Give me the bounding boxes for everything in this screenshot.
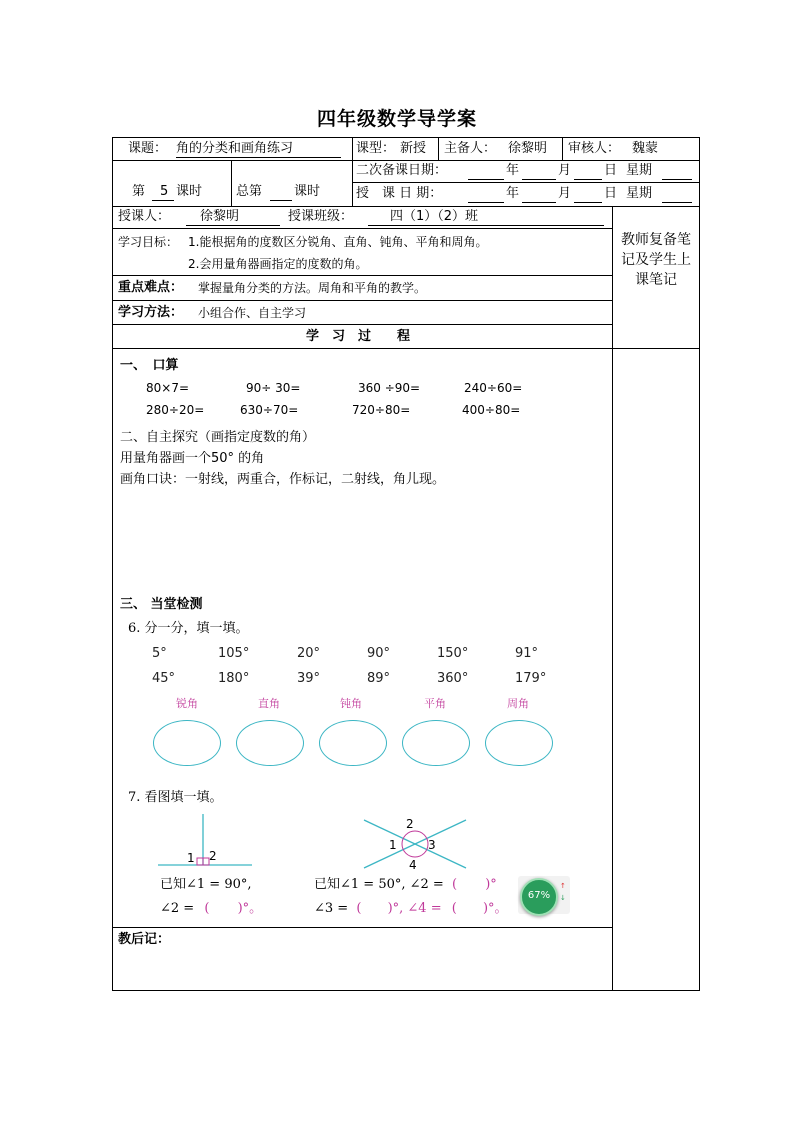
answer-paren-close: )°。 xyxy=(482,901,508,916)
topic-label: 课题： xyxy=(128,141,168,156)
answer-paren: ( xyxy=(204,901,210,916)
calc-item: 240÷60= xyxy=(464,381,523,395)
answer-paren: ( xyxy=(451,901,457,916)
type-value: 新授 xyxy=(400,141,427,156)
angle-value: 90° xyxy=(367,646,391,661)
angle-value: 180° xyxy=(218,671,250,686)
page-title: 四年级数学导学案 xyxy=(316,108,477,130)
fig1-answer-prefix: ∠2 = xyxy=(160,901,195,916)
day-1: 日 xyxy=(604,163,618,178)
category-full: 周角 xyxy=(507,697,529,710)
method-text: 小组合作、自主学习 xyxy=(198,306,307,320)
progress-circle[interactable] xyxy=(520,878,558,916)
angle-value: 105° xyxy=(218,646,250,661)
process-header: 学 习 过 程 xyxy=(306,329,411,344)
answer-oval-right[interactable] xyxy=(236,720,304,766)
answer-paren-mid: )°, ∠4 = xyxy=(387,901,442,916)
answer-paren: ( xyxy=(356,901,362,916)
fig2-answer-prefix: ∠3 = xyxy=(314,901,349,916)
angle-value: 20° xyxy=(297,646,321,661)
answer-oval-straight[interactable] xyxy=(402,720,470,766)
fig2-answer xyxy=(314,901,508,917)
class-value: 四（1）（2）班 xyxy=(390,209,479,224)
day-2: 日 xyxy=(604,186,618,201)
keypoints-label: 重点难点： xyxy=(118,280,184,295)
calc-item: 80×7= xyxy=(146,381,190,395)
arrow-up-icon[interactable]: ↑ xyxy=(560,882,566,890)
calc-item: 90÷ 30= xyxy=(246,381,301,395)
keypoints-text: 掌握量角分类的方法。周角和平角的教学。 xyxy=(198,281,427,295)
total-suffix: 课时 xyxy=(294,184,321,199)
teach-date-label: 授 课 日 期： xyxy=(356,186,443,201)
section3-title: 三、 当堂检测 xyxy=(120,597,203,612)
teacher-label: 授课人： xyxy=(118,209,171,224)
category-straight: 平角 xyxy=(424,697,446,710)
category-acute: 锐角 xyxy=(176,697,198,710)
weekday-1: 星期 xyxy=(626,163,653,178)
total-prefix: 总第 xyxy=(236,184,263,199)
reviewer-label: 审核人： xyxy=(568,141,621,156)
period-suffix: 课时 xyxy=(176,184,203,199)
fig2-label-3: 3 xyxy=(428,838,436,852)
method-label: 学习方法： xyxy=(118,305,184,320)
angle-value: 360° xyxy=(437,671,469,686)
section2-line1: 用量角器画一个50° 的角 xyxy=(120,451,265,466)
month-1: 月 xyxy=(558,163,572,178)
topic-value: 角的分类和画角练习 xyxy=(176,141,294,156)
answer-oval-acute[interactable] xyxy=(153,720,221,766)
angle-value: 39° xyxy=(297,671,321,686)
fig2-label-4: 4 xyxy=(409,858,417,872)
goals-label: 学习目标： xyxy=(118,235,179,249)
reviewer-value: 魏蒙 xyxy=(632,141,659,156)
answer-oval-obtuse[interactable] xyxy=(319,720,387,766)
goal-item-1: 1.能根据角的度数区分锐角、直角、钝角、平角和周角。 xyxy=(188,235,488,249)
period-prefix: 第 xyxy=(132,184,146,199)
calc-item: 280÷20= xyxy=(146,403,205,417)
goal-item-2: 2.会用量角器画指定的度数的角。 xyxy=(188,257,368,271)
side-note: 教师复备笔记及学生上课笔记 xyxy=(621,232,691,288)
fig1-label-1: 1 xyxy=(187,851,195,865)
section2-line2: 画角口诀：一射线，两重合，作标记，二射线，角儿现。 xyxy=(120,472,446,487)
perpendicular-figure xyxy=(155,812,255,868)
fig2-given xyxy=(314,877,497,893)
class-label: 授课班级： xyxy=(288,209,354,224)
second-prep-label: 二次备课日期： xyxy=(356,163,448,178)
fig2-label-2: 2 xyxy=(406,817,414,831)
author-value: 徐黎明 xyxy=(508,141,548,156)
fig2-label-1: 1 xyxy=(389,838,397,852)
type-label: 课型： xyxy=(356,141,396,156)
answer-paren-close: )° xyxy=(485,877,497,892)
weekday-2: 星期 xyxy=(626,186,653,201)
section2-title xyxy=(120,430,315,446)
angle-value: 45° xyxy=(152,671,176,686)
category-right: 直角 xyxy=(258,697,280,710)
section1-title: 一、 口算 xyxy=(120,358,179,373)
angle-value: 150° xyxy=(437,646,469,661)
arrow-down-icon[interactable]: ↓ xyxy=(560,894,566,902)
answer-paren: ( xyxy=(451,877,458,892)
angle-value: 91° xyxy=(515,646,539,661)
fig1-answer xyxy=(160,901,262,917)
section2-title-text: 二、自主探究（画指定度数的角） xyxy=(120,430,316,445)
year-1: 年 xyxy=(506,163,520,178)
category-obtuse: 钝角 xyxy=(340,697,362,710)
teacher-value: 徐黎明 xyxy=(200,209,240,224)
year-2: 年 xyxy=(506,186,520,201)
author-label: 主备人： xyxy=(444,141,497,156)
angle-value: 89° xyxy=(367,671,391,686)
period-num: 5 xyxy=(160,184,169,199)
fig1-given: 已知∠1 = 90°, xyxy=(160,877,252,892)
fig1-label-2: 2 xyxy=(209,849,217,863)
angle-value: 5° xyxy=(152,646,167,661)
after-class-label: 教后记： xyxy=(118,932,171,947)
fig2-given-prefix: 已知∠1 = 50°, ∠2 = xyxy=(314,877,444,892)
calc-item: 630÷70= xyxy=(240,403,299,417)
progress-percent: 67% xyxy=(527,890,551,901)
question-6: 6. 分一分，填一填。 xyxy=(128,621,249,636)
question-7: 7. 看图填一填。 xyxy=(128,790,223,805)
answer-paren-close: )°。 xyxy=(237,901,263,916)
calc-item: 400÷80= xyxy=(462,403,521,417)
calc-item: 720÷80= xyxy=(352,403,411,417)
angle-value: 179° xyxy=(515,671,547,686)
month-2: 月 xyxy=(558,186,572,201)
calc-item: 360 ÷90= xyxy=(358,381,421,395)
progress-widget[interactable] xyxy=(518,876,570,914)
answer-oval-full[interactable] xyxy=(485,720,553,766)
